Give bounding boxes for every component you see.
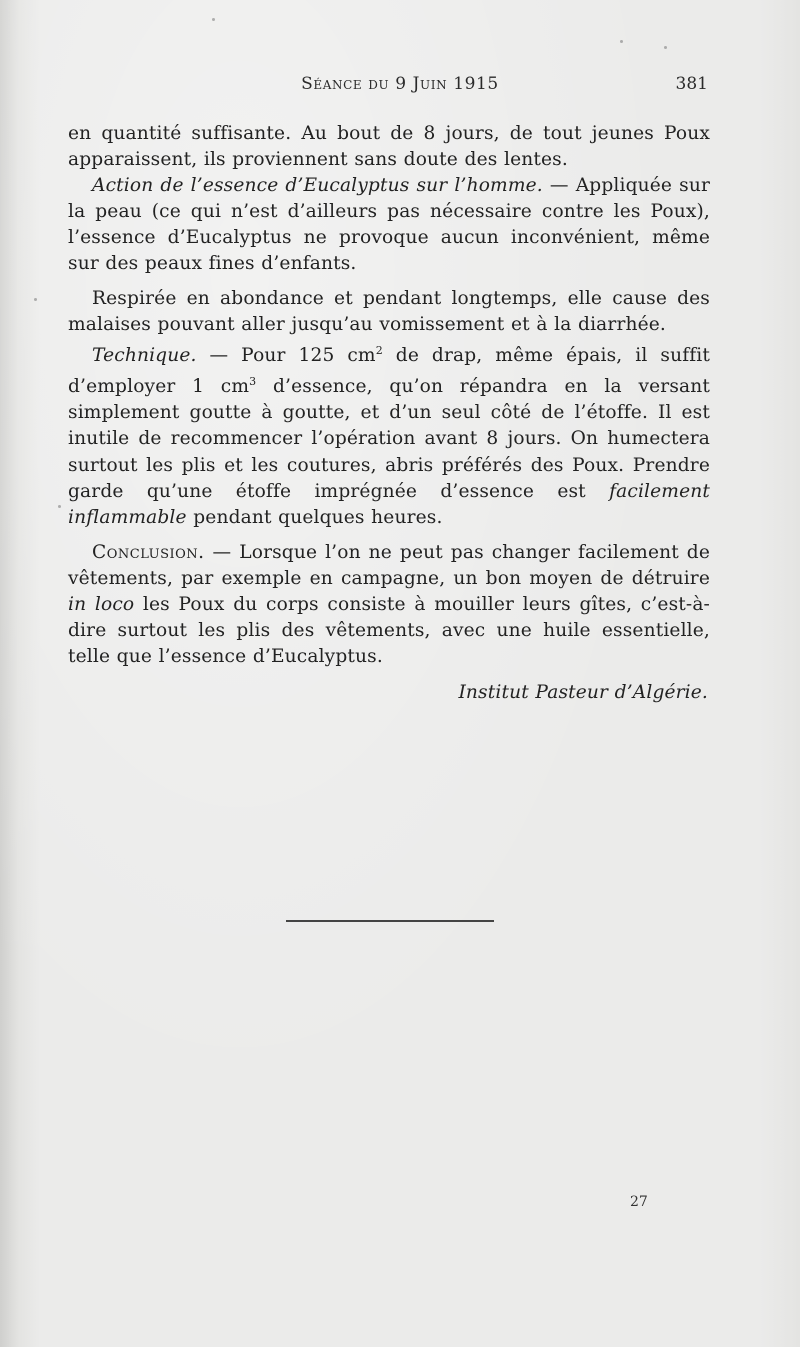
paper-speck <box>34 298 37 301</box>
superscript-3: 3 <box>249 375 257 389</box>
emphasis-inflammable: facilement inflammable <box>68 480 710 528</box>
running-head: Séance du 9 Juin 1915 <box>301 74 499 94</box>
superscript-2: 2 <box>375 343 383 357</box>
paragraph-4-text-a: — Pour 125 cm <box>196 344 376 366</box>
paragraph-5 <box>68 540 710 670</box>
paragraph-gap <box>68 531 710 540</box>
section-heading-technique: Technique. <box>92 344 197 366</box>
paragraph-1-text: en quantité suffisante. Au bout de 8 jours, de tout jeunes Poux apparaissent, ils proviennent sans doute des lentes. <box>68 123 710 171</box>
paper-speck <box>212 18 215 21</box>
emphasis-in-loco: in loco <box>68 593 135 615</box>
signature-mark: 27 <box>630 1194 648 1210</box>
paragraph-3-text: Respirée en abondance et pendant longtemps, elle cause des malaises pouvant aller jusqu’au vomissement et à la diarrhée. <box>68 287 710 335</box>
paragraph-2 <box>68 173 710 277</box>
paragraph-5-text-a: — Lorsque l’on ne peut pas changer facilement de vêtements, par exemple en campagne, un bon moyen de détruire <box>68 541 710 589</box>
paragraph-4-text-c: d’essence, qu’on répandra en la versant simplement goutte à goutte, et d’un seul côté de l’étoffe. Il est inutile de recommencer l’opération avant 8 jours. On humectera surtout les plis et les coutures, abris préférés des Poux. Prendre garde qu’une étoffe imprégnée d’essence est <box>68 376 710 502</box>
page-number: 381 <box>675 74 708 94</box>
paragraph-4-text-b: de drap, même épais, il suffit d’employer 1 cm <box>68 344 711 398</box>
paper-speck <box>664 46 667 49</box>
paper-speck <box>620 40 623 43</box>
closing-rule <box>286 920 494 922</box>
article-body <box>68 121 710 706</box>
paragraph-3 <box>68 286 710 338</box>
paper-speck <box>58 505 61 508</box>
paragraph-5-text-b: les Poux du corps consiste à mouiller leurs gîtes, c’est-à-dire surtout les plis des vêtements, avec une huile essentielle, telle que l’essence d’Eucalyptus. <box>68 593 710 668</box>
institution-signature: Institut Pasteur d’Algérie. <box>458 682 708 704</box>
page-header <box>0 74 800 100</box>
conclusion-label: Conclusion. <box>92 541 205 563</box>
section-heading-eucalyptus: Action de l’essence d’Eucalyptus sur l’homme. <box>92 175 543 197</box>
paragraph-4 <box>68 338 710 531</box>
paragraph-2-text: — Appliquée sur la peau (ce qui n’est d’ailleurs pas nécessaire contre les Poux), l’essence d’Eucalyptus ne provoque aucun inconvénient, même sur des peaux fines d’enfants. <box>68 175 710 275</box>
paragraph-1 <box>68 121 710 173</box>
paragraph-4-text-d: pendant quelques heures. <box>186 506 443 528</box>
paragraph-gap <box>68 278 710 286</box>
